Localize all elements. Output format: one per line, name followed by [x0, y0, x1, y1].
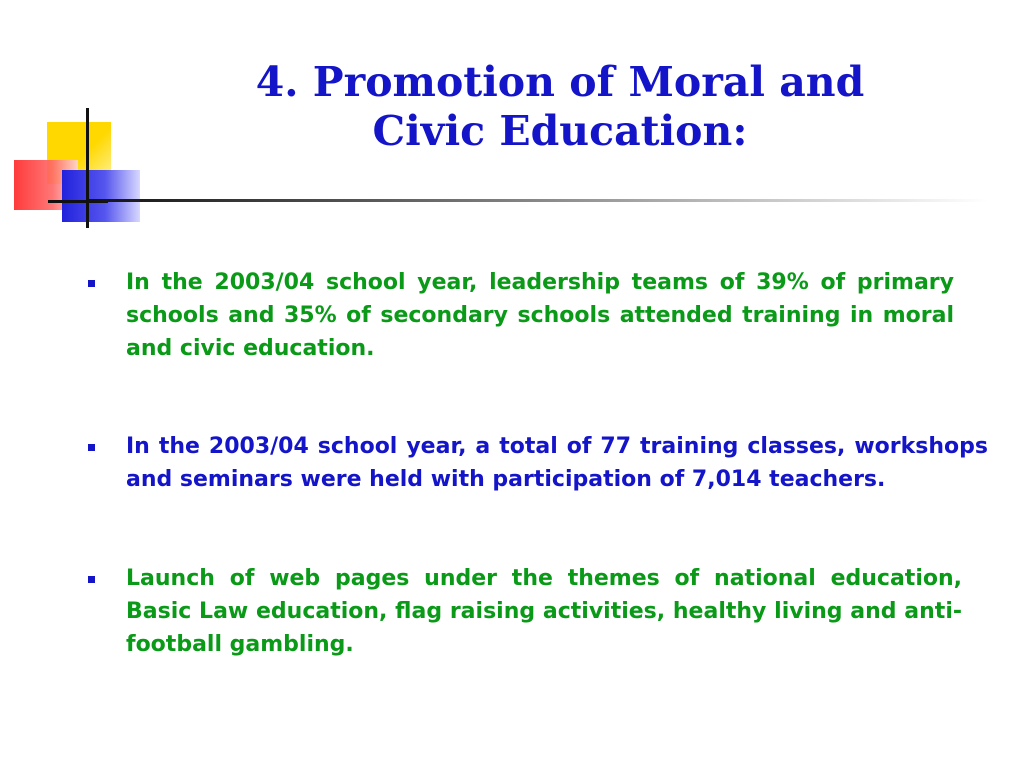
title-divider-rule [88, 199, 988, 202]
bullet-list [88, 266, 988, 661]
bullet-text: In the 2003/04 school year, a total of 77 training classes, workshops and seminars were held with participation of 7,014 teachers. [126, 434, 988, 492]
bullet-text: In the 2003/04 school year, leadership teams of 39% of primary schools and 35% of secondary schools attended training in moral and civic education. [126, 270, 954, 361]
bullet-item-training-classes [88, 430, 988, 496]
bullet-item-training-teams [88, 266, 954, 365]
decorative-squares-logo [0, 100, 150, 235]
title-line-1: 4. Promotion of Moral and [255, 58, 865, 106]
slide-title [200, 58, 920, 156]
bullet-item-web-pages [88, 562, 962, 661]
bullet-text: Launch of web pages under the themes of national education, Basic Law education, flag raising activities, healthy living and anti-football gambling. [126, 566, 962, 657]
bullet-square-icon [88, 444, 95, 451]
blue-square-shape [62, 170, 140, 222]
vertical-line-shape [86, 108, 89, 228]
title-line-2: Civic Education: [372, 107, 748, 156]
bullet-square-icon [88, 280, 95, 287]
bullet-square-icon [88, 576, 95, 583]
